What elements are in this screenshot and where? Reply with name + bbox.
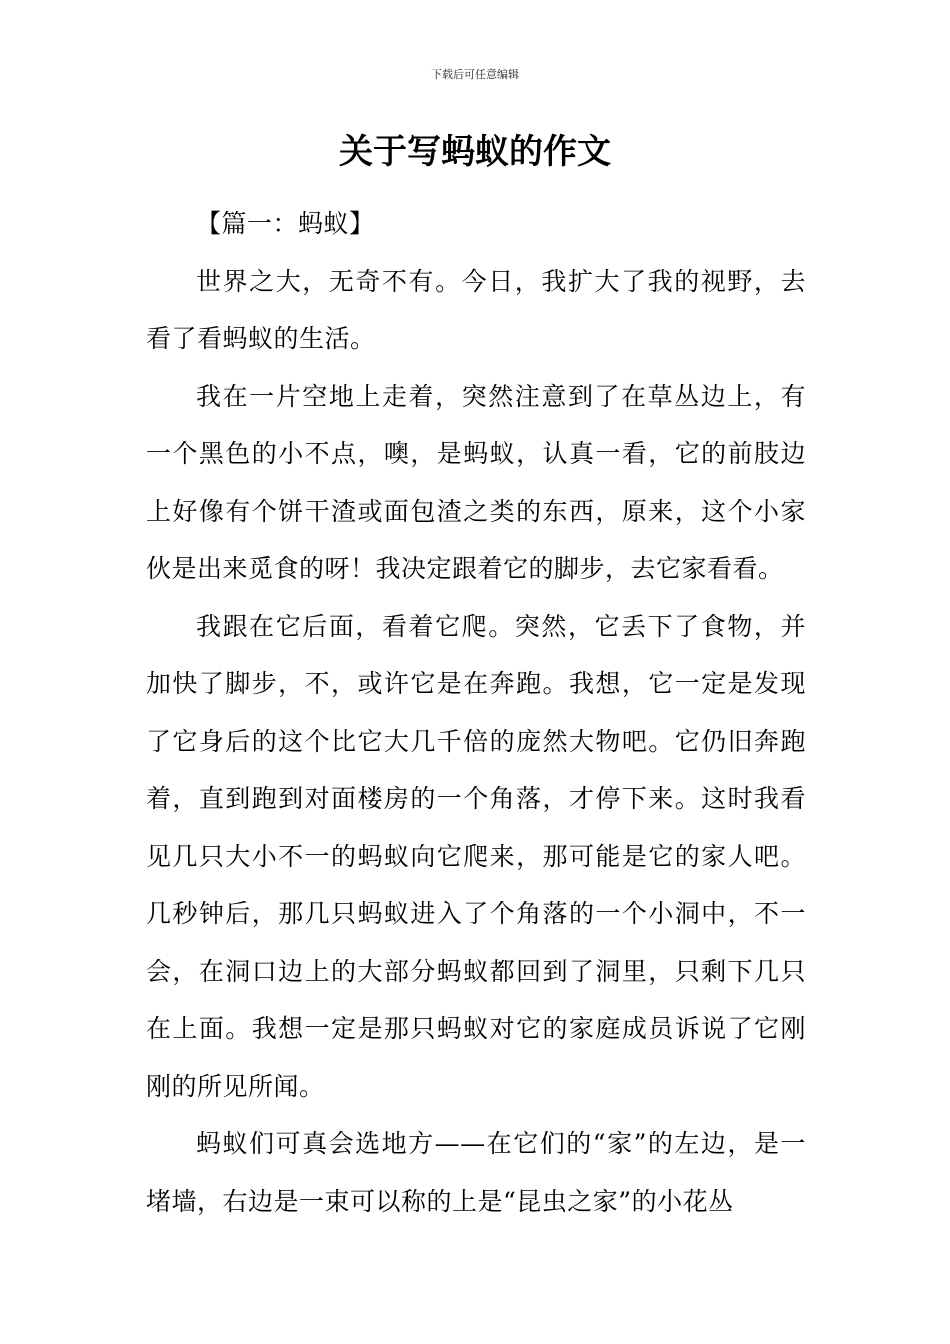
document-body: [146, 195, 806, 1230]
paragraph: 世界之大，无奇不有。今日，我扩大了我的视野，去看了看蚂蚁的生活。: [146, 266, 806, 353]
section-heading: 【篇一：蚂蚁】: [196, 209, 375, 238]
header-note: 下载后可任意编辑: [431, 68, 519, 81]
paragraph: 我在一片空地上走着，突然注意到了在草丛边上，有一个黑色的小不点，噢，是蚂蚁，认真一看，它的前肢边上好像有个饼干渣或面包渣之类的东西，原来，这个小家伙是出来觅食的呀！我决定跟着它的脚步，去它家看看。: [146, 381, 806, 583]
paragraph: 蚂蚁们可真会选地方——在它们的“家”的左边，是一堵墙，右边是一束可以称的上是“昆虫之家”的小花丛: [146, 1129, 806, 1216]
document-title: 关于写蚂蚁的作文: [339, 132, 611, 172]
paragraph: 我跟在它后面，看着它爬。突然，它丢下了食物，并加快了脚步，不，或许它是在奔跑。我想，它一定是发现了它身后的这个比它大几千倍的庞然大物吧。它仍旧奔跑着，直到跑到对面楼房的一个角落，才停下来。这时我看见几只大小不一的蚂蚁向它爬来，那可能是它的家人吧。几秒钟后，那几只蚂蚁进入了个角落的一个小洞中，不一会，在洞口边上的大部分蚂蚁都回到了洞里，只剩下几只在上面。我想一定是那只蚂蚁对它的家庭成员诉说了它刚刚的所见所闻。: [146, 611, 806, 1101]
